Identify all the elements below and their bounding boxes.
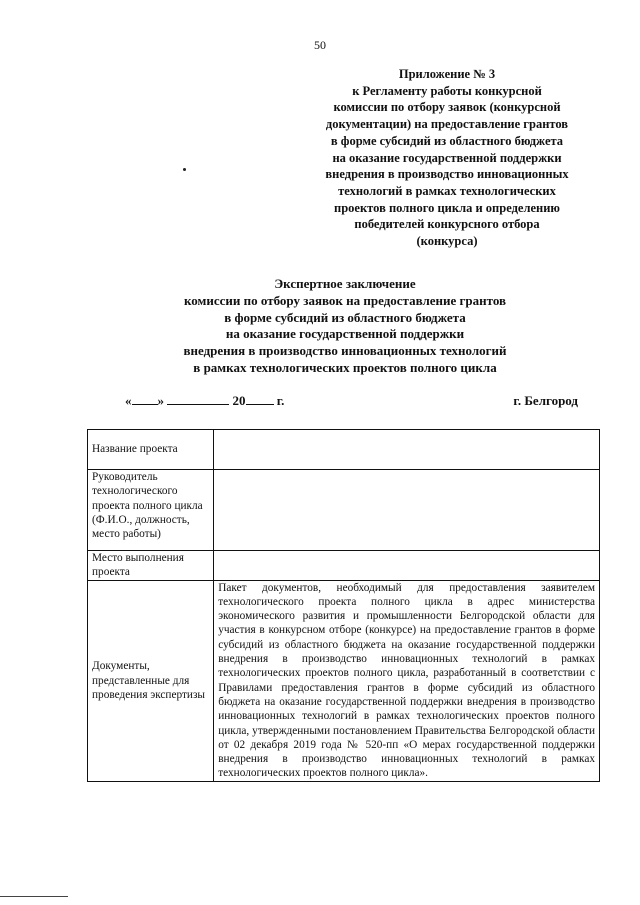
title-line: Экспертное заключение <box>274 276 416 291</box>
appendix-line: Приложение № 3 <box>398 67 496 81</box>
table-row <box>88 430 600 470</box>
row-label: Документы, представленные для проведения экспертизы <box>88 580 214 781</box>
row-value <box>214 470 600 551</box>
month-blank <box>167 393 229 405</box>
table-row <box>88 551 600 581</box>
city: г. Белгород <box>513 393 578 408</box>
appendix-line: к Регламенту работы конкурсной <box>352 83 542 98</box>
row-value: Пакет документов, необходимый для предоставления заявителем технологического проекта полного цикла в адрес министерства экономического развития и промышленности Белгородской области для участия в конкурсном отборе (конкурсе) на предоставление грантов в форме субсидий из областного бюджета на оказание государственной поддержки внедрения в производство инновационных технологий в рамках технологических проектов полного цикла, разработанный в соответствии с Правилами предоставления грантов в форме субсидий из областного бюджета на оказание государственной поддержки внедрения в производство инновационных технологий в рамках технологических проектов полного цикла, утвержденными постановлением Правительства Белгородской области от 02 декабря 2019 года № 520-пп «О мерах государственной поддержки внедрения в производство инновационных технологий в рамках технологических проектов полного цикла». <box>214 580 600 781</box>
stray-dot <box>183 168 186 171</box>
appendix-line: на оказание государственной поддержки <box>332 150 562 165</box>
page-number: 50 <box>314 38 326 52</box>
title-line: в форме субсидий из областного бюджета <box>224 309 466 325</box>
row-label: Руководитель технологического проекта полного цикла (Ф.И.О., должность, место работы) <box>88 470 214 551</box>
date-close-quote: » <box>157 393 164 408</box>
appendix-line: победителей конкурсного отбора <box>354 217 540 232</box>
appendix-line: проектов полного цикла и определению <box>334 200 560 215</box>
row-value <box>214 430 600 470</box>
title-line: комиссии по отбору заявок на предоставление грантов <box>183 292 507 308</box>
appendix-line: в форме субсидий из областного бюджета <box>330 133 564 148</box>
table-row <box>88 470 600 551</box>
title-line: внедрения в производство инновационных технологий <box>183 343 507 359</box>
date-line <box>125 393 284 409</box>
document-title <box>0 276 640 377</box>
row-label: Название проекта <box>88 430 214 470</box>
appendix-line: внедрения в производство инновационных <box>325 167 569 182</box>
appendix-line: документации) на предоставление грантов <box>325 117 569 132</box>
footer-rule <box>0 896 68 897</box>
row-label: Место выполнения проекта <box>88 551 214 581</box>
row-value <box>214 551 600 581</box>
table-row <box>88 580 600 781</box>
expertise-table <box>87 429 600 782</box>
year-suffix: г. <box>276 393 285 408</box>
appendix-line: (конкурса) <box>416 234 478 249</box>
title-line: в рамках технологических проектов полного цикла <box>193 359 497 375</box>
date-open-quote: « <box>125 393 132 408</box>
appendix-header <box>297 66 597 250</box>
appendix-line: технологий в рамках технологических <box>338 183 556 198</box>
day-blank <box>132 393 158 405</box>
year-blank <box>246 393 274 405</box>
appendix-line: комиссии по отбору заявок (конкурсной <box>333 100 561 115</box>
year-prefix: 20 <box>232 393 246 408</box>
title-line: на оказание государственной поддержки <box>225 326 465 342</box>
